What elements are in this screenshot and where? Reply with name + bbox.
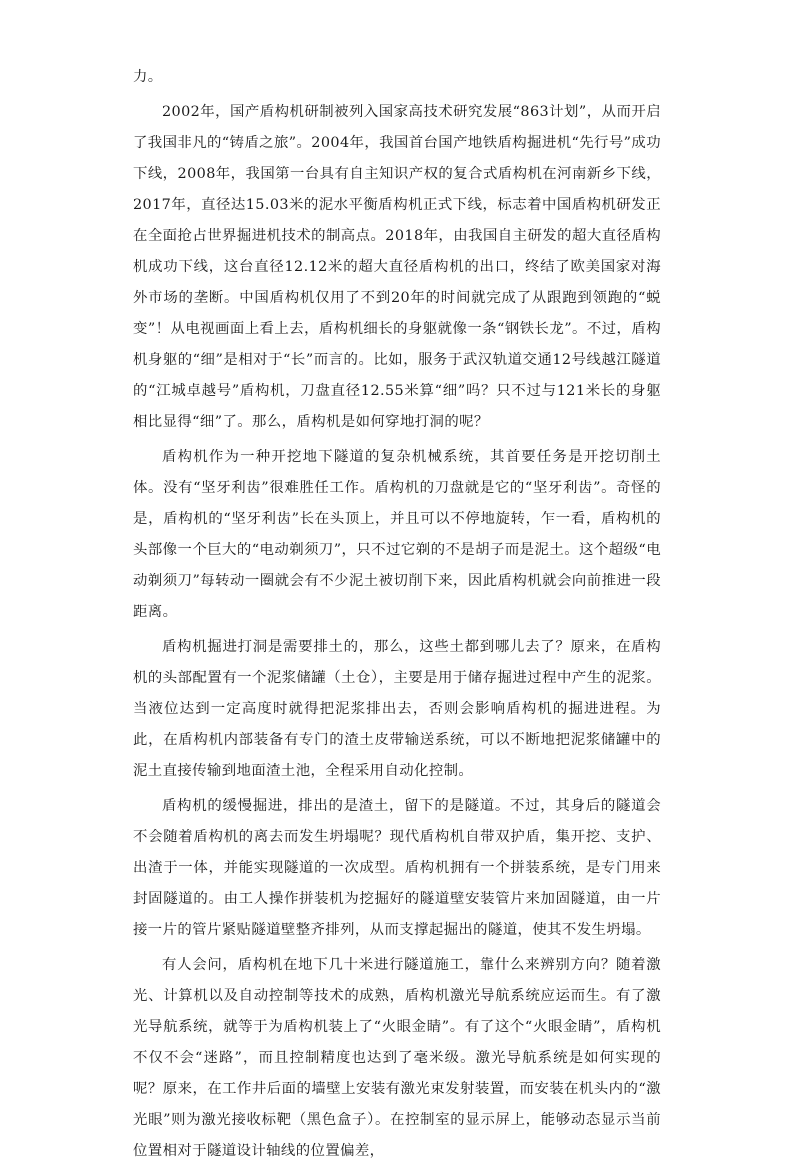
document-page [133, 62, 661, 1167]
paragraph-cutterhead: 盾构机作为一种开挖地下隧道的复杂机械系统，其首要任务是开挖切削土体。没有“坚牙利齿”很难胜任工作。盾构机的刀盘就是它的“坚牙利齿”。奇怪的是，盾构机的“坚牙利齿”长在头顶上，并且可以不停地旋转，乍一看，盾构机的头部像一个巨大的“电动剃须刀”，只不过它剃的不是胡子而是泥土。这个超级“电动剃须刀”每转动一圈就会有不少泥土被切削下来，因此盾构机就会向前推进一段距离。 [133, 449, 661, 620]
paragraph-laser-guidance: 有人会问，盾构机在地下几十米进行隧道施工，靠什么来辨别方向？随着激光、计算机以及自动控制等技术的成熟，盾构机激光导航系统应运而生。有了激光导航系统，就等于为盾构机装上了“火眼金睛”。有了这个“火眼金睛”，盾构机不仅不会“迷路”，而且控制精度也达到了毫米级。激光导航系统是如何实现的呢？原来，在工作井后面的墙壁上安装有激光束发射装置，而安装在机头内的“激光眼”则为激光接收标靶（黑色盒子）。在控制室的显示屏上，能够动态显示当前位置相对于隧道设计轴线的位置偏差， [133, 957, 661, 1159]
paragraph-muck-removal: 盾构机掘进打洞是需要排土的，那么，这些土都到哪儿去了？原来，在盾构机的头部配置有一个泥浆储罐（土仓），主要是用于储存掘进过程中产生的泥浆。当液位达到一定高度时就得把泥浆排出去，否则会影响盾构机的掘进进程。为此，在盾构机内部装备有专门的渣土皮带输送系统，可以不断地把泥浆储罐中的泥土直接传输到地面渣土池，全程采用自动化控制。 [133, 639, 661, 779]
paragraph-continuation: 力。 [133, 69, 163, 85]
paragraph-history: 2002年，国产盾构机研制被列入国家高技术研究发展“863计划”，从而开启了我国非凡的“铸盾之旅”。2004年，我国首台国产地铁盾构掘进机“先行号”成功下线，2008年，我国第一台具有自主知识产权的复合式盾构机在河南新乡下线，2017年，直径达15.03米的泥水平衡盾构机正式下线，标志着中国盾构机研发正在全面抢占世界掘进机技术的制高点。2018年，由我国自主研发的超大直径盾构机成功下线，这台直径12.12米的超大直径盾构机的出口，终结了欧美国家对海外市场的垄断。中国盾构机仅用了不到20年的时间就完成了从跟跑到领跑的“蜕变”！从电视画面上看上去，盾构机细长的身躯就像一条“钢铁长龙”。不过，盾构机身躯的“细”是相对于“长”而言的。比如，服务于武汉轨道交通12号线越江隧道的“江城卓越号”盾构机，刀盘直径12.55米算“细”吗？只不过与121米长的身躯相比显得“细”了。那么，盾构机是如何穿地打洞的呢？ [133, 104, 661, 430]
paragraph-segment-erection: 盾构机的缓慢掘进，排出的是渣土，留下的是隧道。不过，其身后的隧道会不会随着盾构机的离去而发生坍塌呢？现代盾构机自带双护盾，集开挖、支护、出渣于一体，并能实现隧道的一次成型。盾构机拥有一个拼装系统，是专门用来封固隧道的。由工人操作拼装机为挖掘好的隧道壁安装管片来加固隧道，由一片接一片的管片紧贴隧道壁整齐排列，从而支撑起掘出的隧道，使其不发生坍塌。 [133, 798, 661, 938]
